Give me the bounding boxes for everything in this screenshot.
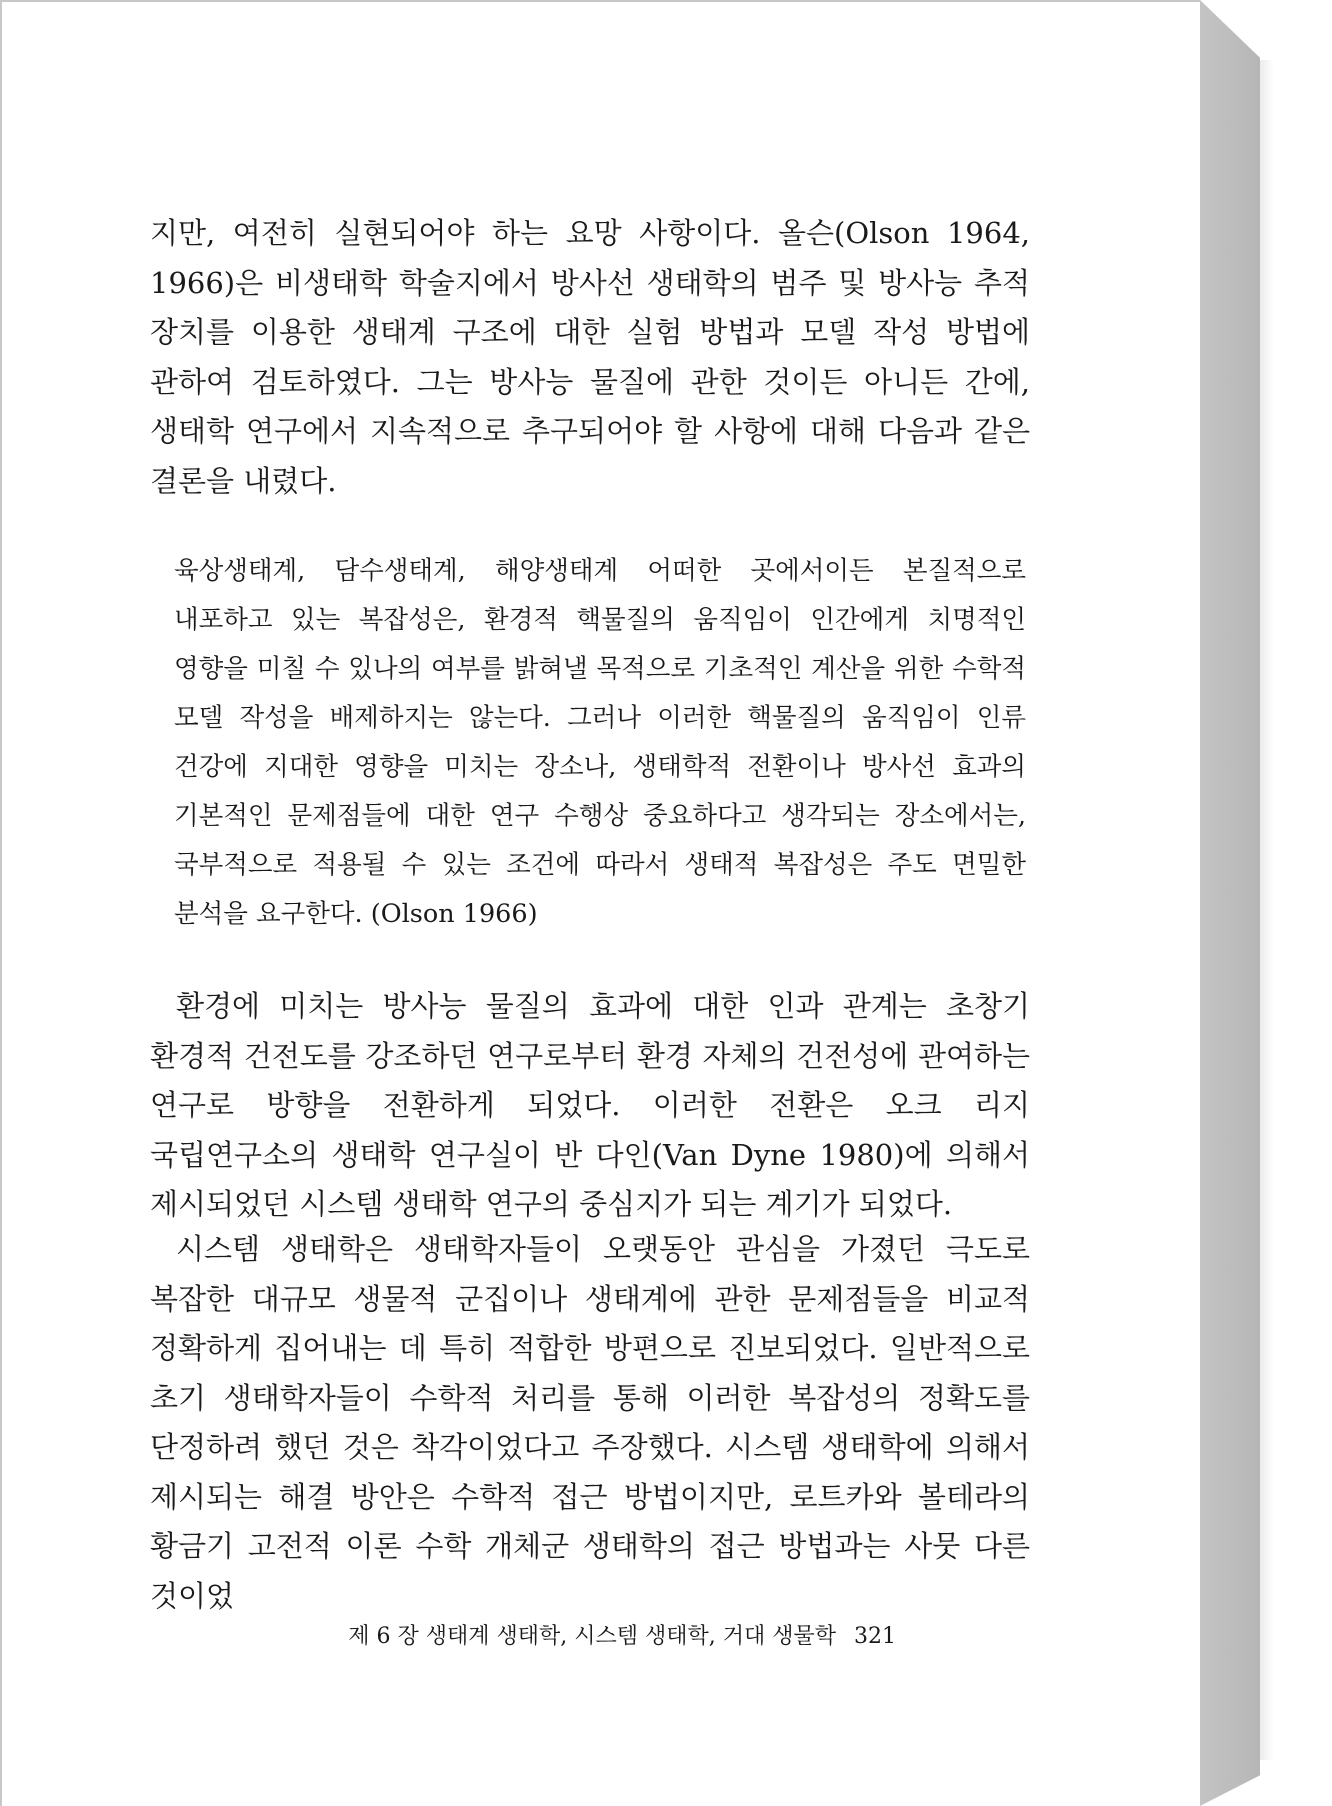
running-head: 제 6 장 생태계 생태학, 시스템 생태학, 거대 생물학 <box>348 1624 836 1649</box>
paragraph-intro: 지만, 여전히 실현되어야 하는 요망 사항이다. 올슨(Olson 1964, 1966)은 비생태학 학술지에서 방사선 생태학의 범주 및 방사능 추적 장치를 이용한 생태계 구조에 대한 실험 방법과 모델 작성 방법에 관하여 검토하였다. 그는 방사능 물질에 관한 것이든 아니든 간에, 생태학 연구에서 지속적으로 추구되어야 할 사항에 대해 다음과 같은 결론을 내렸다. <box>150 216 1030 498</box>
paragraph-third: 시스템 생태학은 생태학자들이 오랫동안 관심을 가졌던 극도로 복잡한 대규모 생물적 군집이나 생태계에 관한 문제점들을 비교적 정확하게 집어내는 데 특히 적합한 방편으로 진보되었다. 일반적으로 초기 생태학자들이 수학적 처리를 통해 이러한 복잡성의 정확도를 단정하려 했던 것은 착각이었다고 주장했다. 시스템 생태학에 의해서 제시되는 해결 방안은 수학적 접근 방법이지만, 로트카와 볼테라의 황금기 고전적 이론 수학 개체군 생태학의 접근 방법과는 사뭇 다른 것이었 <box>150 1232 1030 1613</box>
page-number: 321 <box>854 1624 896 1649</box>
block-quote: 육상생태계, 담수생태계, 해양생태계 어떠한 곳에서이든 본질적으로 내포하고 있는 복잡성은, 환경적 핵물질의 움직임이 인간에게 치명적인 영향을 미칠 수 있나의 여부를 밝혀낼 목적으로 기초적인 계산을 위한 수학적 모델 작성을 배제하지는 않는다. 그러나 이러한 핵물질의 움직임이 인류 건강에 지대한 영향을 미치는 장소나, 생태학적 전환이나 방사선 효과의 기본적인 문제점들에 대한 연구 수행상 중요하다고 생각되는 장소에서는, 국부적으로 적용될 수 있는 조건에 따라서 생태적 복잡성은 주도 면밀한 분석을 요구한다. (Olson 1966) <box>174 556 1026 929</box>
paragraph-second: 환경에 미치는 방사능 물질의 효과에 대한 인과 관계는 초창기 환경적 건전도를 강조하던 연구로부터 환경 자체의 건전성에 관여하는 연구로 방향을 전환하게 되었다. 이러한 전환은 오크 리지 국립연구소의 생태학 연구실이 반 다인(Van Dyne 1980)에 의해서 제시되었던 시스템 생태학 연구의 중심지가 되는 계기가 되었다. <box>150 989 1030 1221</box>
page-footer <box>348 1622 896 1652</box>
page-stack-edge <box>1200 0 1260 1806</box>
page-shadow <box>1260 60 1274 1760</box>
